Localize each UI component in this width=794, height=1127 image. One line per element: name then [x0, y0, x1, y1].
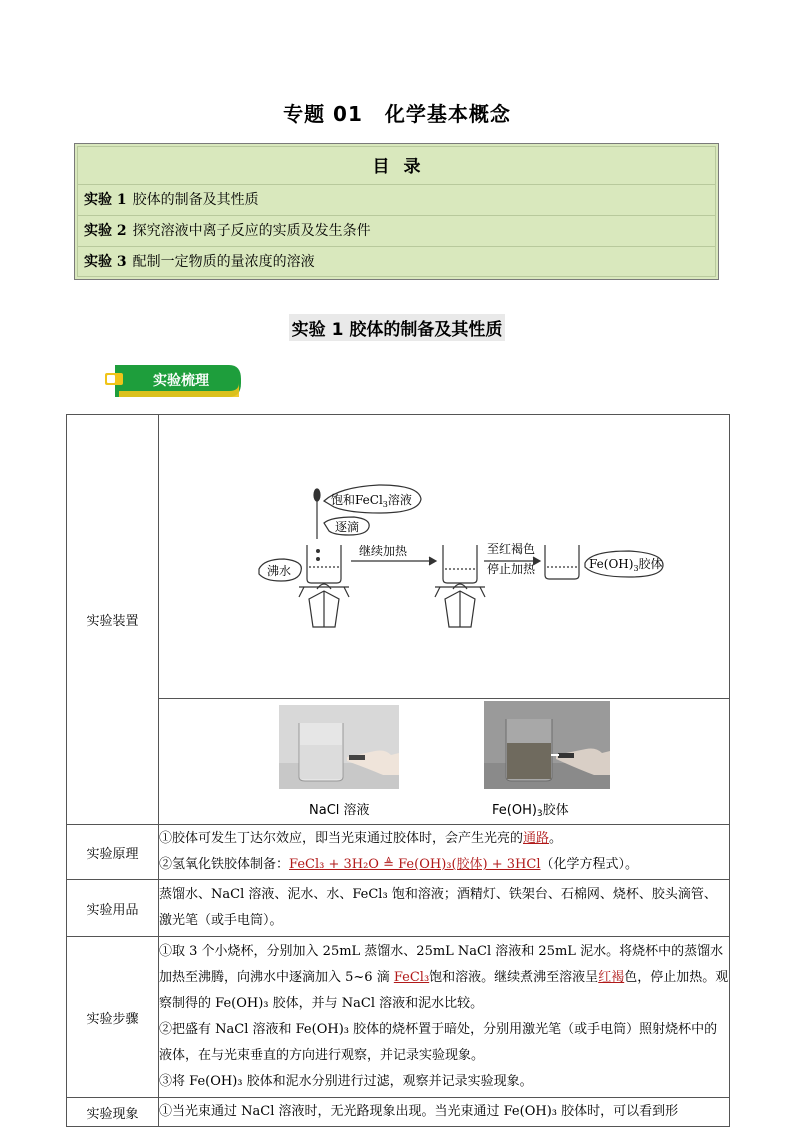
materials-text: 蒸馏水、NaCl 溶液、泥水、水、FeCl₃ 饱和溶液；酒精灯、铁架台、石棉网、烧杯、胶头滴管、激光笔（或手电筒）。	[159, 880, 730, 937]
row-label-principle: 实验原理	[67, 825, 159, 880]
svg-text:沸水: 沸水	[267, 564, 292, 578]
equation: FeCl₃ + 3H₂O ≜ Fe(OH)₃(胶体) + 3HCl	[289, 857, 541, 872]
toc-heading: 目录	[372, 157, 435, 177]
principle-line-2: ②氢氧化铁胶体制备：FeCl₃ + 3H₂O ≜ Fe(OH)₃(胶体) + 3HCl（化学方程式）。	[159, 857, 639, 872]
step-1: ①取 3 个小烧杯，分别加入 25mL 蒸馏水、25mL NaCl 溶液和 25mL 泥水。将烧杯中的蒸馏水加热至沸腾，向沸水中逐滴加入 5~6 滴 FeCl₃饱和溶液。继续煮沸至溶液呈红褐色，停止加热。观察制得的 Fe(OH)₃ 胶体，并与 NaCl 溶液和泥水比较。	[159, 944, 729, 1011]
title-text: 化学基本概念	[384, 102, 511, 126]
feoh3-photo	[484, 701, 610, 789]
photo-caption-nacl: NaCl 溶液	[309, 803, 370, 818]
apparatus-diagram-cell	[159, 415, 730, 699]
principle-cell	[159, 825, 730, 880]
toc-item-number: 实验 1	[84, 192, 127, 208]
apparatus-diagram	[159, 479, 731, 634]
svg-text:Fe(OH)3胶体: $Fe(OH)_3$胶体	[589, 557, 663, 573]
experiment-table	[66, 414, 730, 1127]
row-label-phenomena: 实验现象	[67, 1098, 159, 1127]
page-title	[0, 98, 794, 127]
badge-label: 实验梳理	[153, 373, 209, 389]
toc-item-number: 实验 3	[84, 254, 127, 270]
toc-item-1[interactable]	[78, 184, 715, 215]
toc-item-number: 实验 2	[84, 223, 127, 239]
phenomena-text: ①当光束通过 NaCl 溶液时，无光路现象出现。当光束通过 Fe(OH)₃ 胶体时，可以看到形	[159, 1098, 730, 1127]
steps-cell	[159, 937, 730, 1098]
toc-item-text: 配制一定物质的量浓度的溶液	[132, 254, 315, 270]
svg-text:至红褐色: 至红褐色	[487, 542, 536, 556]
row-label-steps: 实验步骤	[67, 937, 159, 1098]
title-number: 专题 01	[283, 102, 363, 126]
nacl-photo	[279, 705, 399, 789]
row-label-apparatus: 实验装置	[67, 415, 159, 825]
step-2: ②把盛有 NaCl 溶液和 Fe(OH)₃ 胶体的烧杯置于暗处，分别用激光笔（或手电筒）照射烧杯中的液体，在与光束垂直的方向进行观察，并记录实验现象。	[159, 1022, 718, 1063]
svg-text:停止加热: 停止加热	[487, 562, 536, 576]
toc-item-2[interactable]	[78, 215, 715, 246]
step-3: ③将 Fe(OH)₃ 胶体和泥水分别进行过滤，观察并记录实验现象。	[159, 1074, 533, 1089]
toc-item-text: 胶体的制备及其性质	[132, 192, 259, 208]
toc-item-3[interactable]	[78, 246, 715, 277]
section-heading: 实验 1 胶体的制备及其性质	[0, 314, 794, 341]
row-label-materials: 实验用品	[67, 880, 159, 937]
section-badge	[101, 361, 243, 401]
photo-caption-feoh3: $Fe(OH)_3$胶体	[492, 803, 569, 819]
table-of-contents	[74, 143, 719, 280]
svg-text:逐滴: 逐滴	[335, 520, 360, 534]
toc-item-text: 探究溶液中离子反应的实质及发生条件	[132, 223, 371, 239]
svg-text:继续加热: 继续加热	[359, 544, 408, 558]
photo-cell	[159, 699, 730, 825]
principle-line-1: ①胶体可发生丁达尔效应，即当光束通过胶体时，会产生光亮的通路。	[159, 831, 563, 846]
svg-text:饱和FeCl3溶液: 饱和FeCl$_3$溶液	[331, 493, 412, 509]
